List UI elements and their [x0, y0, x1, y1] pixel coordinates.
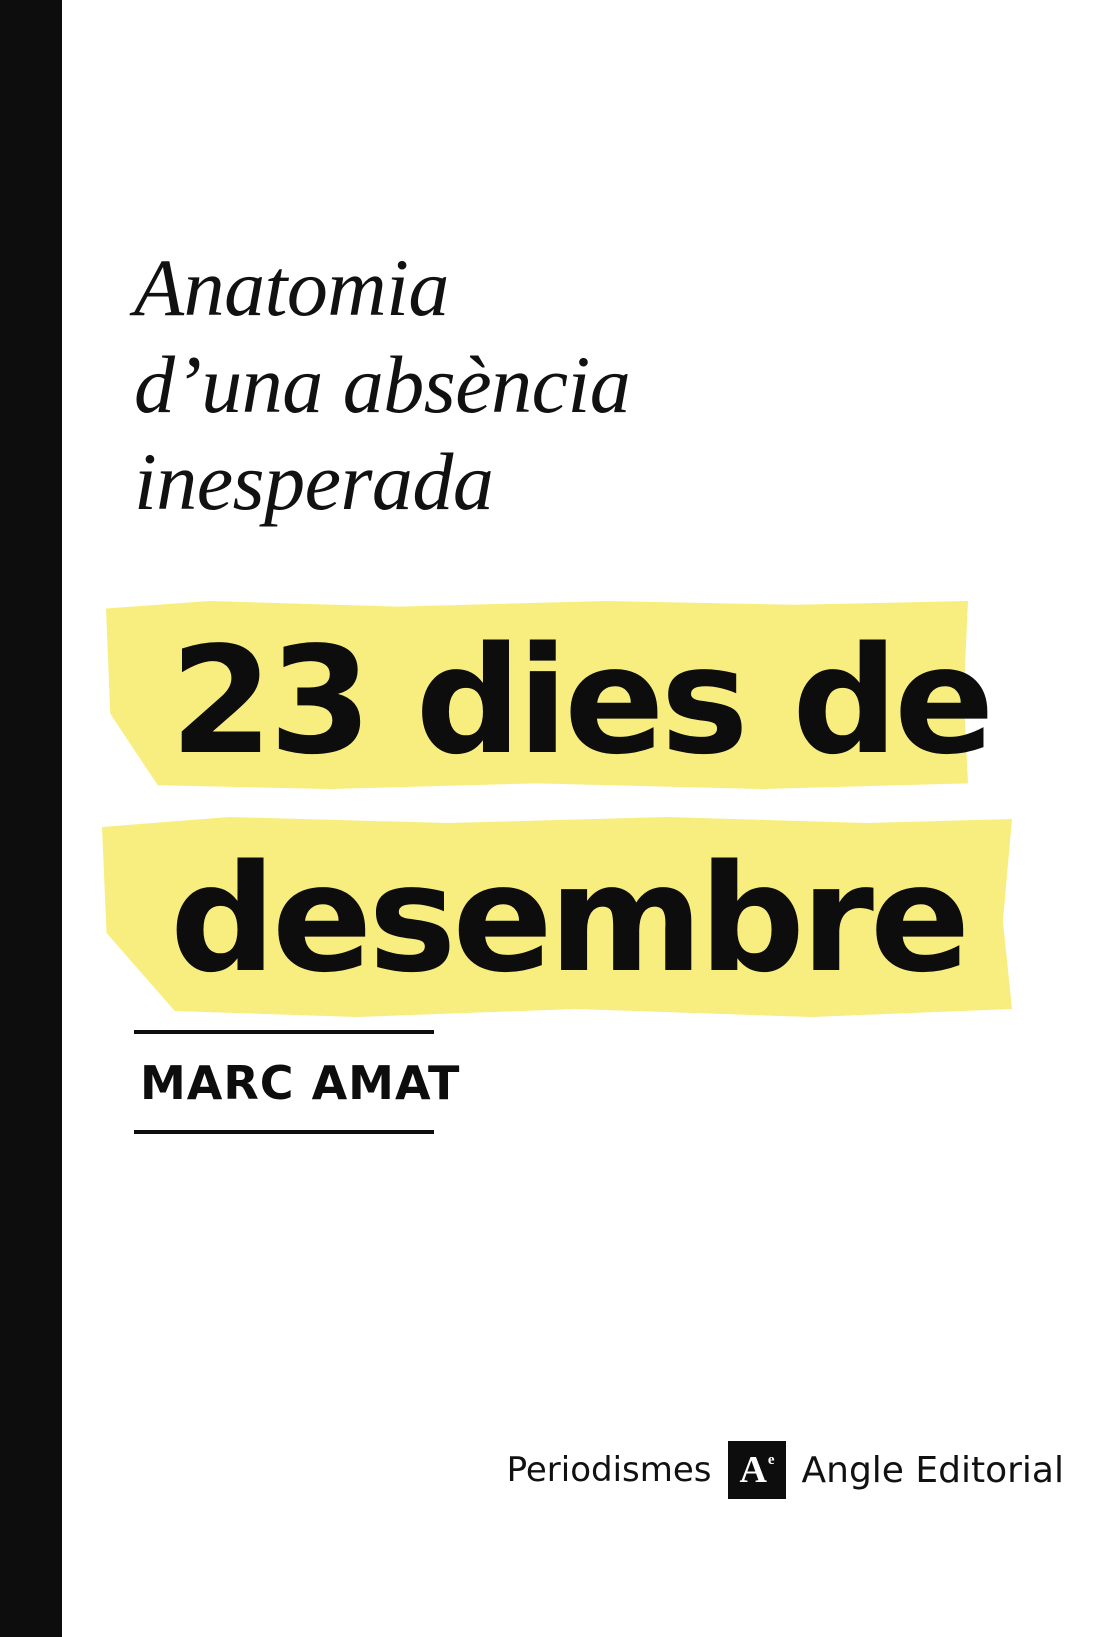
collection-name: Periodismes [506, 1450, 712, 1490]
author-rule-bottom [134, 1130, 434, 1134]
subtitle-line-2: d’una absència [134, 338, 631, 430]
title-row-2 [102, 813, 1022, 1021]
title-line-2: desembre [170, 833, 967, 1005]
title-line-1: 23 dies de [170, 615, 991, 787]
cover-footer [507, 1441, 1064, 1499]
subtitle-line-3: inesperada [134, 435, 494, 527]
angle-editorial-logo-icon [728, 1441, 786, 1499]
author-name: MARC AMAT [140, 1056, 461, 1110]
logo-letter: A [739, 1449, 767, 1491]
subtitle-line-1: Anatomia [134, 242, 449, 333]
title-row-1 [102, 595, 1022, 795]
publisher-name: Angle Editorial [801, 1449, 1064, 1491]
book-title [102, 595, 1022, 1039]
logo-superscript: e [767, 1451, 775, 1468]
author-block [134, 1030, 461, 1134]
cover-spine-strip [0, 0, 62, 1637]
cover-content [62, 0, 1110, 1637]
book-subtitle [134, 240, 964, 530]
